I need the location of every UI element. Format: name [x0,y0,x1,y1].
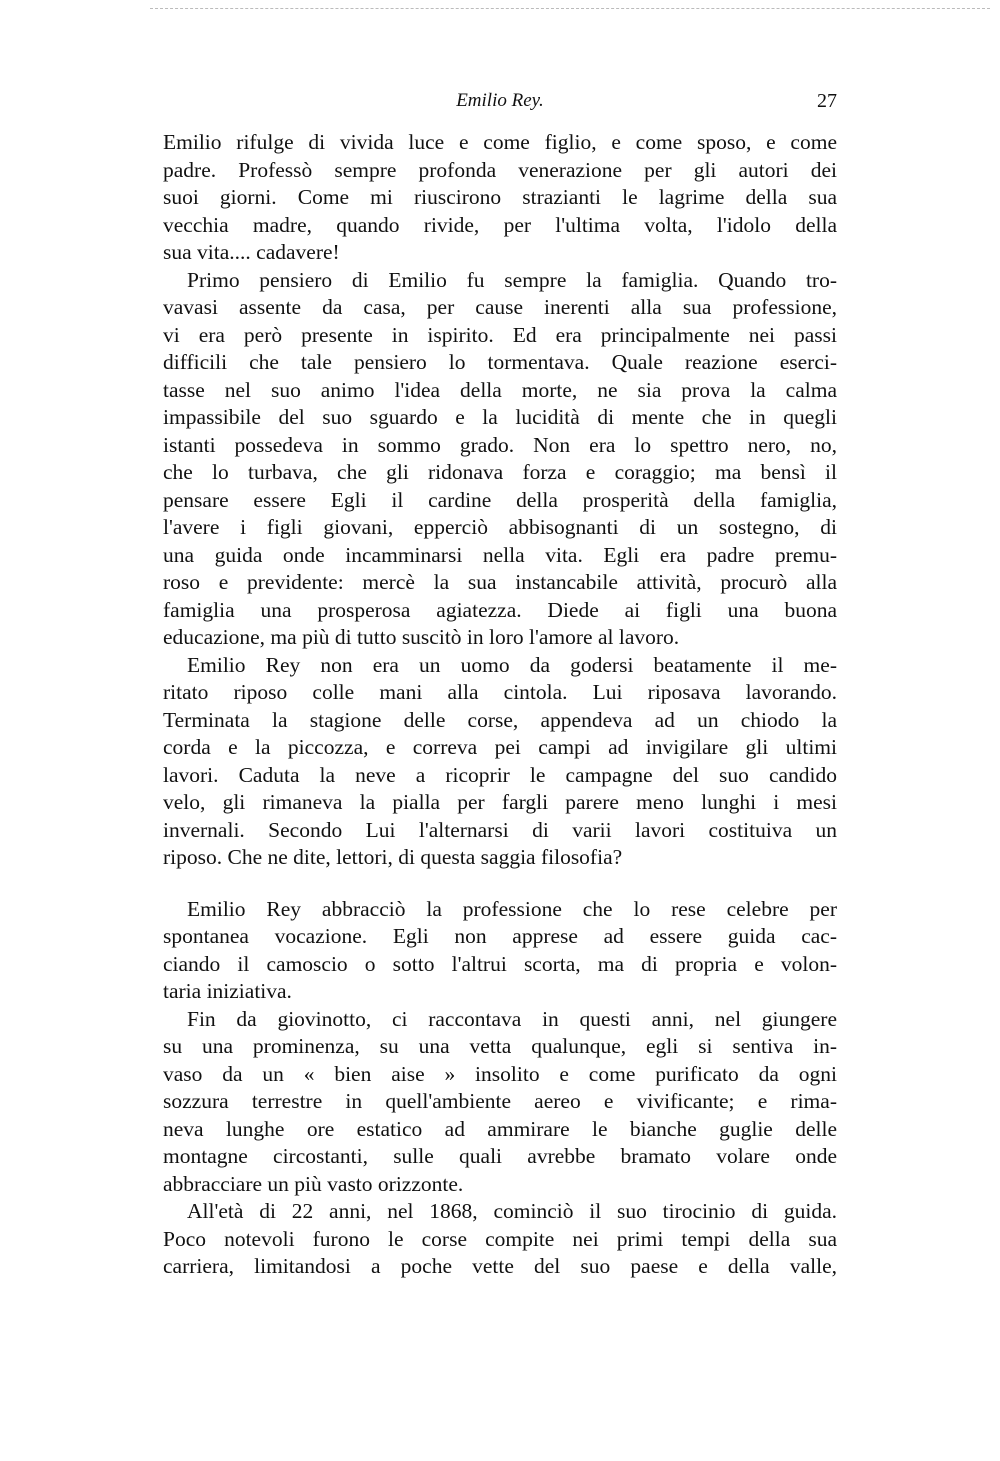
text-line: impassibile del suo sguardo e la lucidità di mente che in quegli [163,405,837,429]
text-line: carriera, limitandosi a poche vette del suo paese e della valle, [163,1254,837,1278]
running-title: Emilio Rey. [456,90,544,111]
text-line: Fin da giovinotto, ci raccontava in questi anni, nel giungere [187,1006,837,1031]
text-line: su una prominenza, su una vetta qualunque, egli si sentiva in- [163,1034,837,1058]
text-line: vecchia madre, quando rivide, per l'ultima volta, l'idolo della [163,212,837,237]
text-line: taria iniziativa. [163,979,292,1003]
text-line: Primo pensiero di Emilio fu sempre la famiglia. Quando tro- [187,267,837,292]
text-line: istanti possedeva in sommo grado. Non era lo spettro nero, no, [163,432,837,457]
text-line: Emilio Rey non era un uomo da godersi beatamente il me- [187,652,837,677]
text-line: sozzura terrestre in quell'ambiente aereo e vivificante; e rima- [163,1089,837,1113]
page-body [163,129,837,1281]
text-line: tasse nel suo animo l'idea della morte, ne sia prova la calma [163,377,837,402]
text-line: abbracciare un più vasto orizzonte. [163,1171,464,1196]
text-line: ciando il camoscio o sotto l'altrui scorta, ma di propria e volon- [163,951,837,976]
text-line: lavori. Caduta la neve a ricoprir le campagne del suo candido [163,762,837,787]
text-line: difficili che tale pensiero lo tormentava. Quale reazione eserci- [163,350,837,374]
text-line: pensare essere Egli il cardine della prosperità della famiglia, [163,487,837,512]
text-line: invernali. Secondo Lui l'alternarsi di varii lavori costituiva un [163,817,837,842]
text-line: Emilio rifulge di vivida luce e come figlio, e come sposo, e come [163,130,837,154]
page-number: 27 [817,90,837,112]
text-line: l'avere i figli giovani, epperciò abbisognanti di un sostegno, di [163,515,837,539]
text-line: che lo turbava, che gli ridonava forza e coraggio; ma bensì il [163,460,837,484]
text-line: corda e la piccozza, e correva pei campi ad invigilare gli ultimi [163,735,837,759]
text-line: spontanea vocazione. Egli non apprese ad essere guida cac- [163,924,837,948]
text-line: padre. Professò sempre profonda venerazione per gli autori dei [163,157,837,182]
text-line: roso e previdente: mercè la sua instancabile attività, procurò alla [163,570,837,594]
paragraph [163,267,837,652]
text-line: sua vita.... cadavere! [163,240,340,264]
text-line: All'età di 22 anni, nel 1868, cominciò il suo tirocinio di guida. [187,1199,837,1223]
text-line: vavasi assente da casa, per cause inerenti alla sua professione, [163,295,837,319]
text-line: educazione, ma più di tutto suscitò in loro l'amore al lavoro. [163,625,680,649]
text-line: vi era però presente in ispirito. Ed era principalmente nei passi [163,322,837,347]
running-header [163,90,837,118]
text-line: Emilio Rey abbracciò la professione che lo rese celebre per [187,896,837,921]
text-line: ritato riposo colle mani alla cintola. Lui riposava lavorando. [163,680,837,704]
paragraph [163,1198,837,1281]
paragraph [163,129,837,267]
text-line: velo, gli rimaneva la pialla per fargli parere meno lunghi i mesi [163,790,837,814]
text-line: riposo. Che ne dite, lettori, di questa saggia filosofia? [163,845,623,869]
text-line: Poco notevoli furono le corse compite nei primi tempi della sua [163,1226,837,1251]
text-line: suoi giorni. Come mi riuscirono strazianti le lagrime della sua [163,185,837,209]
paragraph [163,1006,837,1199]
text-line: Terminata la stagione delle corse, appendeva ad un chiodo la [163,707,837,732]
text-line: neva lunghe ore estatico ad ammirare le bianche guglie delle [163,1116,837,1141]
text-line: famiglia una prosperosa agiatezza. Diede ai figli una buona [163,597,837,622]
paragraph [163,652,837,872]
paragraph [163,896,837,1006]
text-line: vaso da un « bien aise » insolito e come purificato da ogni [163,1061,837,1086]
text-line: una guida onde incamminarsi nella vita. Egli era padre premu- [163,542,837,567]
scan-edge-line [150,8,990,9]
text-line: montagne circostanti, sulle quali avrebbe bramato volare onde [163,1144,837,1168]
